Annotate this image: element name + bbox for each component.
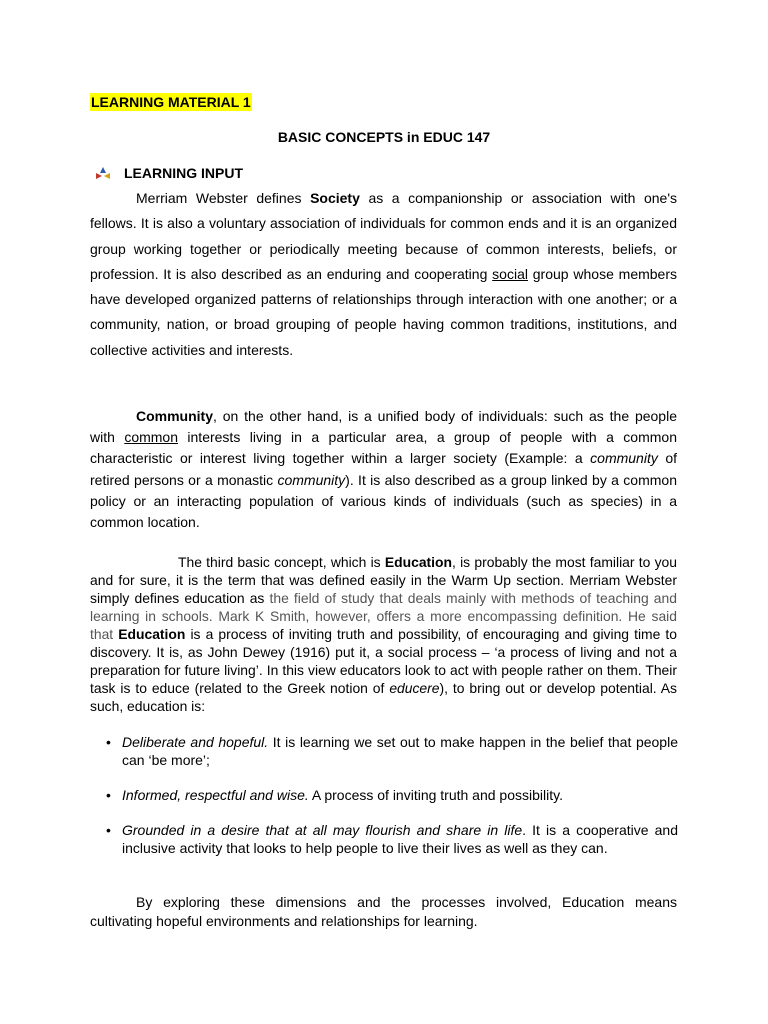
community-term: Community — [136, 408, 213, 424]
list-item: • Deliberate and hopeful. It is learning we set out to make happen in the belief that people can ‘be more’; — [106, 734, 678, 768]
social-underlined: social — [492, 265, 528, 282]
material-heading: LEARNING MATERIAL 1 — [91, 94, 251, 110]
society-term: Society — [310, 190, 360, 206]
closing-paragraph: By exploring these dimensions and the processes involved, Education means cultivating hopeful environments and relationships for learning. — [90, 894, 677, 929]
list-item: • Informed, respectful and wise. A process of inviting truth and possibility. — [106, 787, 563, 803]
arrow-cluster-icon — [96, 167, 110, 179]
list-item: • Grounded in a desire that at all may flourish and share in life. It is a cooperative and inclusive activity that looks to help people to live their lives as well as they can. — [106, 822, 678, 856]
education-paragraph: The third basic concept, which is Education, is probably the most familiar to you and for sure, it is the term that was defined easily in the Warm Up section. Merriam Webster simply defines education as the field of study that deals mainly with methods of teaching and learning in schools. Mark K Smith, however, offers a more encompassing definition. He said that Education is a process of inviting truth and possibility, of encouraging and giving time to discovery. It is, as John Dewey (1916) put it, a social process – ‘a process of living and not a preparation for future living’. In this view educators look to act with people rather on them. Their task is to educe (related to the Greek notion of educere), to bring out or develop potential. As such, education is: — [90, 554, 677, 714]
education-term: Education — [384, 554, 452, 570]
society-paragraph: Merriam Webster defines Society as a companionship or association with one's fellows. It is also a voluntary association of individuals for common ends and it is an organized group working together or periodically meeting because of common interests, beliefs, or profession. It is also described as an enduring and cooperating social group whose members have developed organized patterns of relationships through interaction with one another; or a community, nation, or broad grouping of people having common traditions, institutions, and collective activities and interests. — [90, 190, 678, 358]
section-heading — [96, 164, 243, 182]
community-paragraph: Community, on the other hand, is a unified body of individuals: such as the people with common interests living in a particular area, a group of people with a common characteristic or interest living together within a larger society (Example: a community of retired persons or a monastic community). It is also described as a group linked by a common policy or an interacting population of various kinds of individuals (such as species) in a common location. — [90, 408, 678, 531]
section-title: LEARNING INPUT — [124, 165, 243, 181]
education-dimensions-list — [106, 733, 678, 857]
common-underlined: common — [124, 429, 178, 446]
document-title: BASIC CONCEPTS in EDUC 147 — [277, 129, 491, 145]
